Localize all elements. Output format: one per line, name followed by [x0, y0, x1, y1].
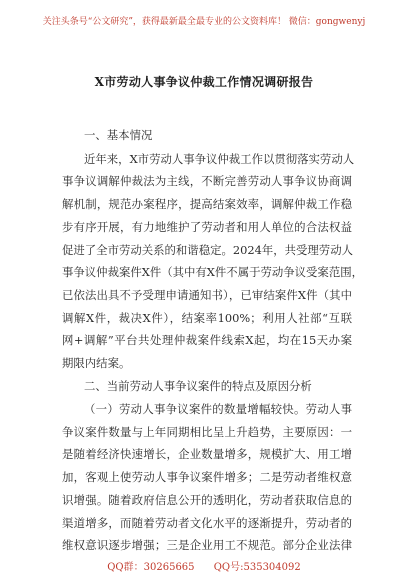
paragraph-line: 近年来，X市劳动人事争议仲裁工作以贯彻落实劳动人 — [84, 152, 355, 166]
paragraph-line: 期限内结案。 — [62, 356, 131, 370]
footer-contact — [0, 558, 408, 573]
section-heading-characteristics: 二、当前劳动人事争议案件的特点及原因分析 — [84, 379, 312, 393]
paragraph-line: 争议案件数量与上年同期相比呈上升趋势，主要原因：一 — [62, 425, 352, 439]
paragraph-line: 事争议调解仲裁法为主线，不断完善劳动人事争议协商调 — [62, 174, 352, 188]
paragraph-line: 步有序开展，有力地维护了劳动者和用人单位的合法权益 — [62, 220, 352, 234]
paragraph-line: 渠道增多，而随着劳动者文化水平的逐渐提升，劳动者的 — [62, 516, 352, 530]
paragraph-line: 加，客观上使劳动人事争议案件增多；二是劳动者维权意 — [62, 470, 352, 484]
paragraph-line: 事争议仲裁案件X件（其中有X件不属于劳动争议受案范围， — [62, 265, 363, 279]
paragraph-line: 解机制，规范办案程序，提高结案效率，调解仲裁工作稳 — [62, 197, 352, 211]
paragraph-line: 维权意识逐步增强；三是企业用工不规范。部分企业法律 — [62, 538, 352, 552]
footer-qq-number: QQ号:535304092 — [213, 562, 301, 573]
paragraph-line: 是随着经济快速增长，企业数量增多，规模扩大、用工增 — [62, 447, 352, 461]
paragraph-line: 网+调解”平台共处理仲裁案件线索X起，均在15天办案 — [62, 333, 352, 347]
paragraph-line: 促进了全市劳动关系的和谐稳定。2024年，共受理劳动人 — [62, 243, 353, 257]
paragraph-line: 识增强。随着政府信息公开的透明化，劳动者获取信息的 — [62, 493, 352, 507]
paragraph-line: 调解X件，裁决X件），结案率100%；利用人社部“互联 — [62, 311, 352, 325]
document-title: X市劳动人事争议仲裁工作情况调研报告 — [94, 75, 314, 89]
section-heading-basic-situation: 一、基本情况 — [84, 128, 153, 142]
paragraph-line: 已依法出具不予受理申请通知书），已审结案件X件（其中 — [62, 288, 352, 302]
footer-qq-group: QQ群：30265665 — [107, 562, 195, 573]
header-ad-text: 关注头条号“公文研究”，获得最新最全最专业的公文资料库！ 微信：gongwenyj — [42, 17, 366, 27]
paragraph-line: （一）劳动人事争议案件的数量增幅较快。劳动人事 — [84, 402, 352, 416]
